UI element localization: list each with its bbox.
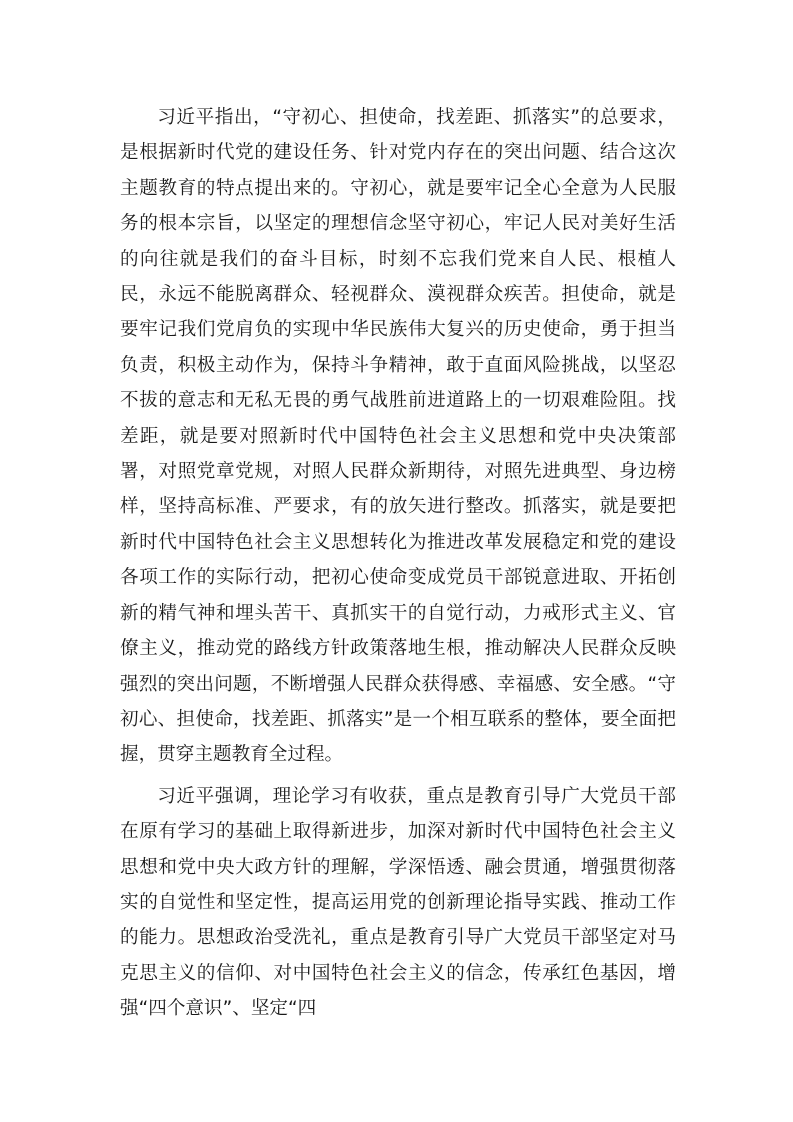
paragraph-2: 习近平强调，理论学习有收获，重点是教育引导广大党员干部在原有学习的基础上取得新进步，加深对新时代中国特色社会主义思想和党中央大政方针的理解，学深悟透、融会贯通，增强贯彻落实的自觉性和坚定性，提高运用党的创新理论指导实践、推动工作的能力。思想政治受洗礼，重点是教育引导广大党员干部坚定对马克思主义的信仰、对中国特色社会主义的信念，传承红色基因，增强“四个意识”、坚定“四: [120, 785, 676, 1020]
paragraph-1: 习近平指出，“守初心、担使命，找差距、抓落实”的总要求，是根据新时代党的建设任务、针对党内存在的突出问题、结合这次主题教育的特点提出来的。守初心，就是要牢记全心全意为人民服务的根本宗旨，以坚定的理想信念坚守初心，牢记人民对美好生活的向往就是我们的奋斗目标，时刻不忘我们党来自人民、根植人民，永远不能脱离群众、轻视群众、漠视群众疾苦。担使命，就是要牢记我们党肩负的实现中华民族伟大复兴的历史使命，勇于担当负责，积极主动作为，保持斗争精神，敢于直面风险挑战，以坚忍不拔的意志和无私无畏的勇气战胜前进道路上的一切艰难险阻。找差距，就是要对照新时代中国特色社会主义思想和党中央决策部署，对照党章党规，对照人民群众新期待，对照先进典型、身边榜样，坚持高标准、严要求，有的放矢进行整改。抓落实，就是要把新时代中国特色社会主义思想转化为推进改革发展稳定和党的建设各项工作的实际行动，把初心使命变成党员干部锐意进取、开拓创新的精气神和埋头苦干、真抓实干的自觉行动，力戒形式主义、官僚主义，推动党的路线方针政策落地生根，推动解决人民群众反映强烈的突出问题，不断增强人民群众获得感、幸福感、安全感。“守初心、担使命，找差距、抓落实”是一个相互联系的整体，要全面把握，贯穿主题教育全过程。: [120, 107, 676, 766]
document-body: [120, 100, 676, 1027]
